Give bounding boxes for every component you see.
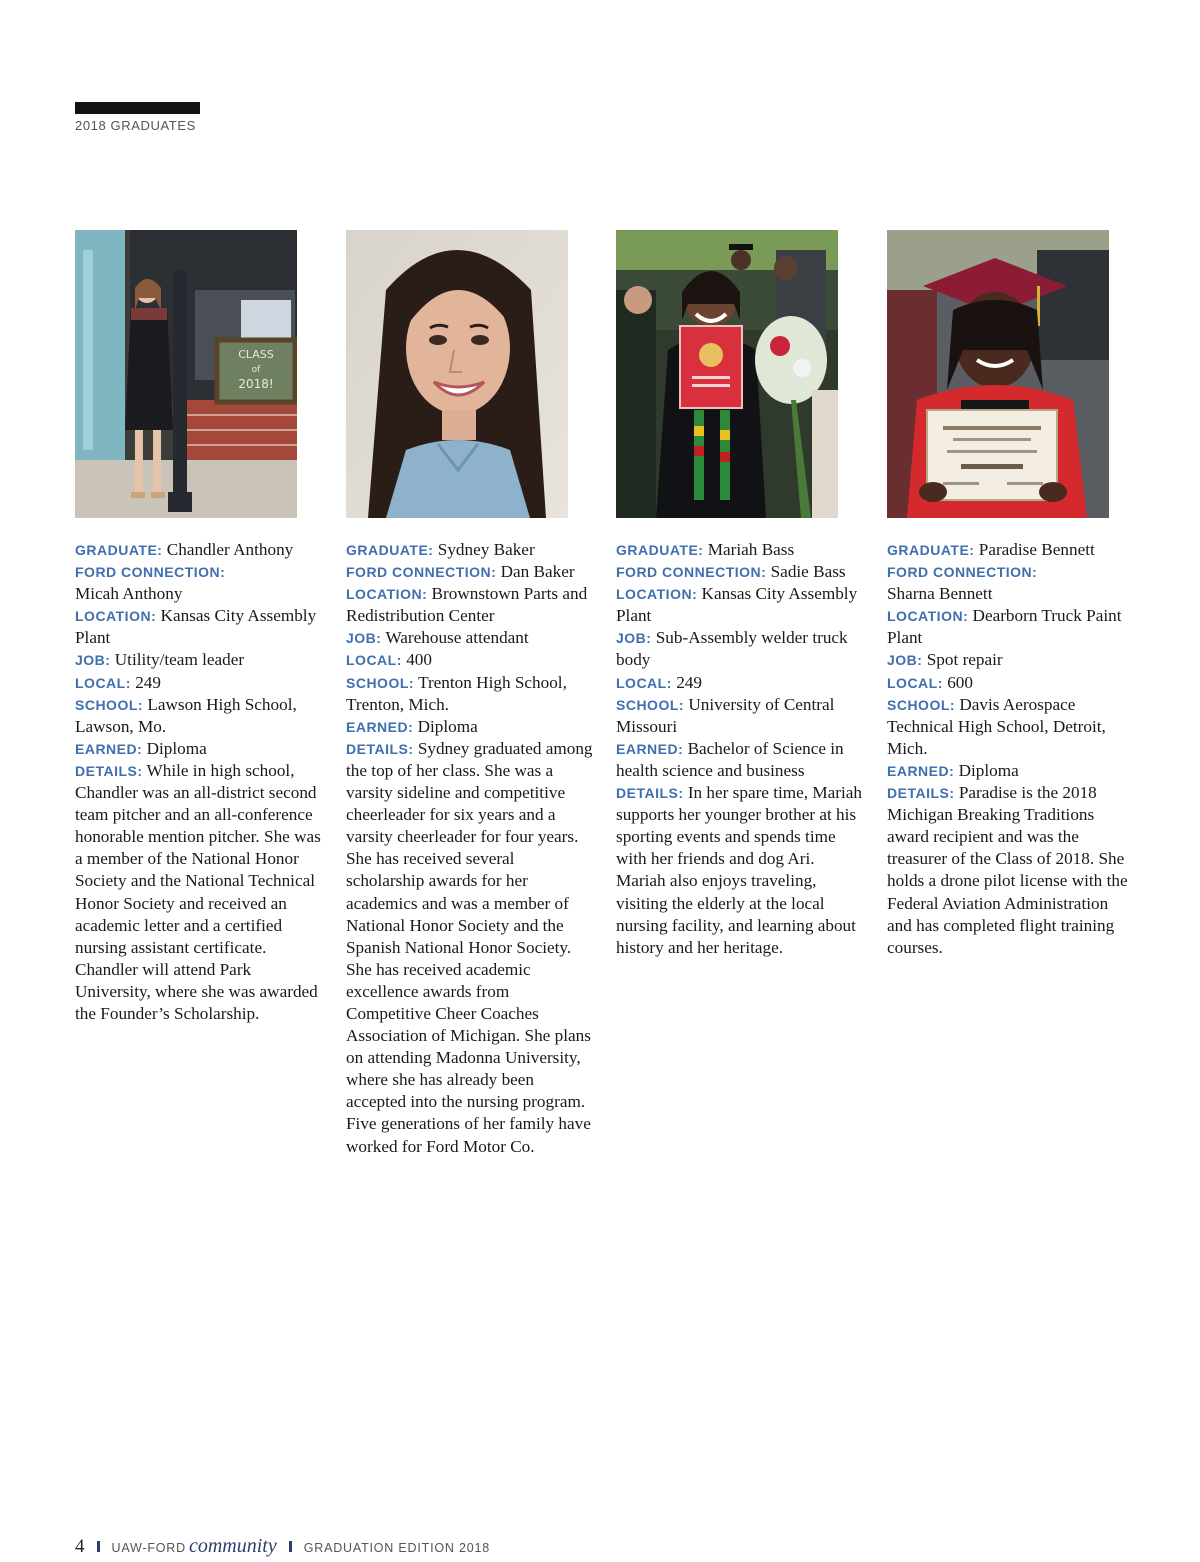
graduate-label: GRADUATE: bbox=[887, 542, 975, 558]
job-label: JOB: bbox=[75, 652, 111, 669]
earned-label: EARNED: bbox=[75, 740, 143, 757]
graduate-card-4 bbox=[887, 230, 1135, 959]
details-label: DETAILS: bbox=[346, 740, 414, 757]
job-label: JOB: bbox=[346, 630, 382, 647]
job-label: JOB: bbox=[616, 630, 652, 647]
details-label: DETAILS: bbox=[616, 785, 684, 802]
graduate-label: GRADUATE: bbox=[346, 542, 434, 558]
local-label: LOCAL: bbox=[887, 674, 943, 691]
header-rule bbox=[75, 102, 200, 114]
school-label: SCHOOL: bbox=[616, 696, 685, 713]
graduate-photo-sydney-baker bbox=[346, 230, 568, 518]
details-value: While in high school, Chandler was an all-district second team pitcher and an all-conference honorable mention pitcher. She was a member of the National Honor Society and the National Technical Honor Society and received an academic letter and a certified nursing assistant certificate. Chandler will attend Park University, where she was awarded the Founder’s Scholarship. bbox=[75, 760, 321, 1023]
graduate-name: Paradise Bennett bbox=[978, 540, 1095, 559]
local-label: LOCAL: bbox=[346, 652, 402, 669]
graduate-name: Mariah Bass bbox=[707, 540, 795, 559]
edition-label: GRADUATION EDITION 2018 bbox=[303, 1541, 490, 1555]
svg-text:2018!: 2018! bbox=[238, 377, 274, 391]
earned-value: Diploma bbox=[146, 738, 207, 758]
graduate-label: GRADUATE: bbox=[616, 542, 704, 558]
graduate-label: GRADUATE: bbox=[75, 542, 163, 558]
graduate-bio-4 bbox=[887, 539, 1135, 959]
ford-connection-value: Dan Baker bbox=[500, 562, 575, 582]
job-value: Spot repair bbox=[926, 650, 1003, 670]
local-value: 249 bbox=[135, 672, 161, 692]
graduate-card-1 bbox=[75, 230, 323, 1025]
location-value: Kansas City Assembly Plant bbox=[616, 584, 858, 626]
details-value: Sydney graduated among the top of her class. She was a varsity sideline and competitive cheerleader for six years and a varsity cheerleader for four years. She has received several scholarship awards for her academics and was a member of National Honor Society and the Spanish National Honor Society. She has received academic excellence awards from Competitive Cheer Coaches Association of Michigan. She plans on attending Madonna University, where she has already been accepted into the nursing program. Five generations of her family have worked for Ford Motor Co. bbox=[346, 738, 593, 1156]
school-value: Lawson High School, Lawson, Mo. bbox=[75, 694, 297, 736]
footer-divider bbox=[97, 1541, 100, 1552]
earned-label: EARNED: bbox=[616, 740, 684, 757]
location-value: Kansas City Assembly Plant bbox=[75, 606, 317, 648]
local-value: 400 bbox=[406, 650, 432, 670]
ford-connection-label: FORD CONNECTION: bbox=[346, 564, 497, 581]
ford-connection-value: Sharna Bennett bbox=[887, 584, 993, 604]
location-value: Brownstown Parts and Redistribution Center bbox=[346, 584, 588, 626]
job-value: Warehouse attendant bbox=[385, 628, 529, 648]
location-label: LOCATION: bbox=[75, 608, 157, 625]
job-value: Sub-Assembly welder truck body bbox=[616, 628, 848, 670]
school-value: University of Central Missouri bbox=[616, 694, 835, 736]
local-value: 249 bbox=[676, 672, 702, 692]
ford-connection-label: FORD CONNECTION: bbox=[887, 564, 1038, 581]
graduate-photo-chandler-anthony bbox=[75, 230, 297, 518]
graduate-photo-mariah-bass bbox=[616, 230, 838, 518]
svg-text:of: of bbox=[251, 365, 261, 375]
graduate-bio-1 bbox=[75, 539, 323, 1025]
school-value: Trenton High School, Trenton, Mich. bbox=[346, 672, 567, 714]
page-number: 4 bbox=[75, 1536, 85, 1557]
location-label: LOCATION: bbox=[887, 608, 969, 625]
brand-prefix: UAW-FORD bbox=[111, 1541, 186, 1555]
location-label: LOCATION: bbox=[616, 586, 698, 603]
graduate-name: Chandler Anthony bbox=[166, 540, 294, 559]
graduate-card-3 bbox=[616, 230, 864, 959]
earned-value: Diploma bbox=[958, 760, 1019, 780]
brand-word: community bbox=[188, 1535, 277, 1557]
job-label: JOB: bbox=[887, 652, 923, 669]
school-label: SCHOOL: bbox=[75, 696, 144, 713]
local-label: LOCAL: bbox=[75, 674, 131, 691]
earned-value: Diploma bbox=[417, 716, 478, 736]
graduate-name: Sydney Baker bbox=[437, 540, 535, 559]
page-footer bbox=[75, 1535, 490, 1558]
local-value: 600 bbox=[947, 672, 973, 692]
ford-connection-value: Sadie Bass bbox=[770, 562, 846, 582]
job-value: Utility/team leader bbox=[114, 650, 245, 670]
earned-label: EARNED: bbox=[346, 718, 414, 735]
graduate-card-2 bbox=[346, 230, 594, 1158]
school-label: SCHOOL: bbox=[346, 674, 415, 691]
details-value: In her spare time, Mariah supports her younger brother at his sporting events and spends time with her friends and dog Ari. Mariah also enjoys traveling, visiting the elderly at the local nursing facility, and learning about history and her heritage. bbox=[616, 783, 863, 957]
graduate-bio-2 bbox=[346, 539, 594, 1158]
details-label: DETAILS: bbox=[887, 785, 955, 802]
ford-connection-label: FORD CONNECTION: bbox=[616, 564, 767, 581]
section-label: 2018 GRADUATES bbox=[75, 118, 196, 133]
ford-connection-value: Micah Anthony bbox=[75, 584, 183, 604]
location-label: LOCATION: bbox=[346, 586, 428, 603]
ford-connection-label: FORD CONNECTION: bbox=[75, 564, 226, 581]
earned-label: EARNED: bbox=[887, 762, 955, 779]
school-value: Davis Aerospace Technical High School, Detroit, Mich. bbox=[887, 694, 1106, 758]
earned-value: Bachelor of Science in health science and business bbox=[616, 738, 844, 780]
details-value: Paradise is the 2018 Michigan Breaking Traditions award recipient and was the treasurer of the Class of 2018. She holds a drone pilot license with the Federal Aviation Administration and has completed flight training courses. bbox=[887, 783, 1128, 957]
svg-text:CLASS: CLASS bbox=[238, 348, 274, 361]
graduate-bio-3 bbox=[616, 539, 864, 959]
school-label: SCHOOL: bbox=[887, 696, 956, 713]
details-label: DETAILS: bbox=[75, 762, 143, 779]
graduate-photo-paradise-bennett bbox=[887, 230, 1109, 518]
location-value: Dearborn Truck Paint Plant bbox=[887, 606, 1122, 648]
local-label: LOCAL: bbox=[616, 674, 672, 691]
footer-divider bbox=[289, 1541, 292, 1552]
